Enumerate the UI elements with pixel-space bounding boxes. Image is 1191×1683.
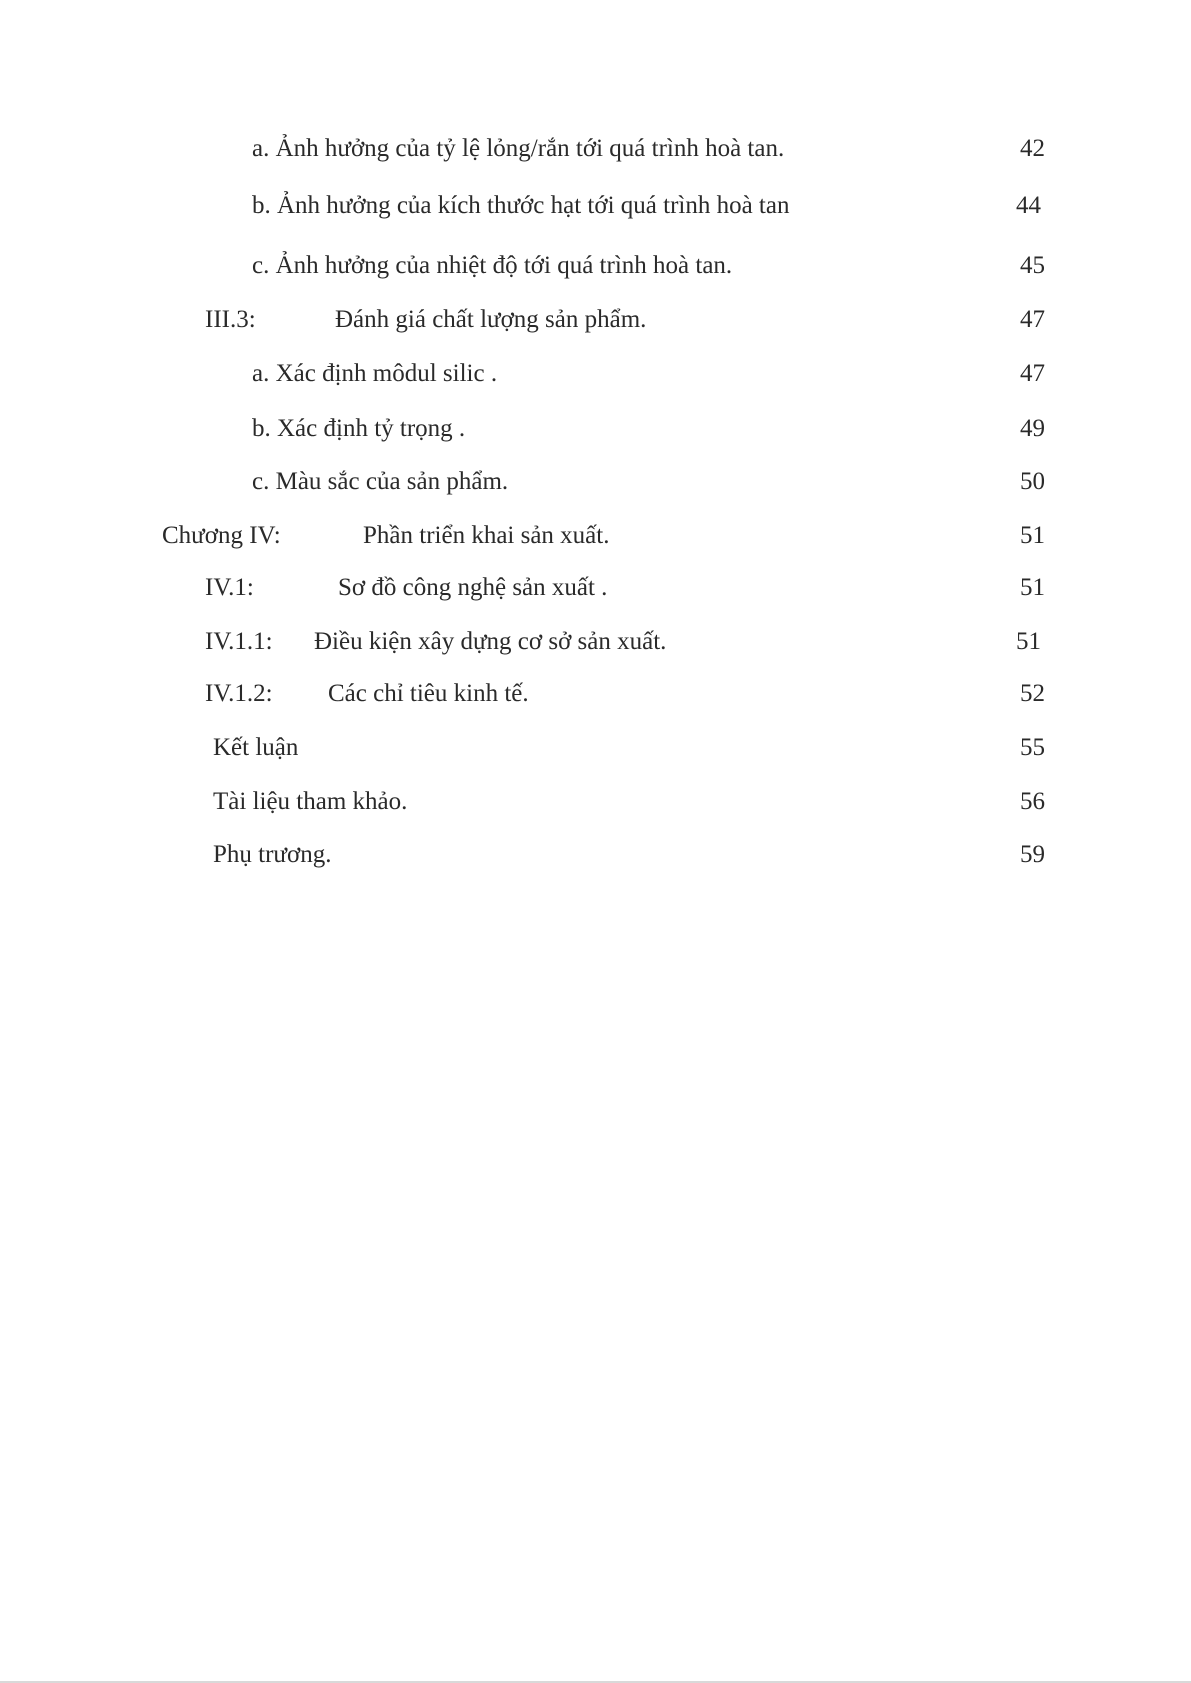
toc-entry-label: IV.1: (205, 574, 254, 601)
toc-entry-label: Phụ trương. (213, 841, 332, 868)
toc-entry-page-number: 51 (1020, 574, 1045, 601)
toc-entry-label: Tài liệu tham khảo. (213, 788, 408, 815)
toc-entry (0, 300, 1191, 340)
toc-entry (0, 728, 1191, 768)
toc-entry-page-number: 47 (1020, 360, 1045, 387)
toc-entry-label: IV.1.2: (205, 680, 273, 707)
toc-entry-title: Sơ đồ công nghệ sản xuất . (338, 574, 608, 601)
toc-entry (0, 246, 1191, 286)
toc-entry (0, 462, 1191, 502)
toc-entry-page-number: 50 (1020, 468, 1045, 495)
toc-entry (0, 674, 1191, 714)
toc-entry (0, 354, 1191, 394)
toc-entry-label: Kết luận (213, 734, 299, 761)
toc-entry-page-number: 44 (1016, 192, 1041, 219)
toc-entry-page-number: 52 (1020, 680, 1045, 707)
toc-entry-label: IV.1.1: (205, 628, 273, 655)
toc-entry-page-number: 51 (1016, 628, 1041, 655)
toc-entry (0, 409, 1191, 449)
toc-entry-page-number: 55 (1020, 734, 1045, 761)
toc-entry-title: Phần triển khai sản xuất. (363, 522, 610, 549)
toc-entry-label: c. Ảnh hưởng của nhiệt độ tới quá trình hoà tan. (252, 252, 733, 279)
toc-entry-page-number: 56 (1020, 788, 1045, 815)
toc-entry-label: b. Ảnh hưởng của kích thước hạt tới quá trình hoà tan (252, 192, 790, 219)
toc-entry-title: Điều kiện xây dựng cơ sở sản xuất. (314, 628, 667, 655)
toc-entry-title: Các chỉ tiêu kinh tế. (328, 680, 529, 707)
toc-entry (0, 516, 1191, 556)
toc-entry (0, 568, 1191, 608)
toc-entry-page-number: 47 (1020, 306, 1045, 333)
toc-entry-label: a. Xác định môdul silic . (252, 360, 498, 387)
toc-entry-label: b. Xác định tỷ trọng . (252, 415, 466, 442)
toc-entry (0, 622, 1191, 662)
toc-entry-label: III.3: (205, 306, 256, 333)
toc-entry-page-number: 42 (1020, 135, 1045, 162)
toc-entry-label: Chương IV: (162, 522, 281, 549)
toc-entry (0, 186, 1191, 226)
toc-entry-page-number: 49 (1020, 415, 1045, 442)
toc-entry-title: Đánh giá chất lượng sản phẩm. (335, 306, 647, 333)
toc-entry-page-number: 59 (1020, 841, 1045, 868)
toc-entry-page-number: 51 (1020, 522, 1045, 549)
toc-entry-label: a. Ảnh hưởng của tỷ lệ lỏng/rắn tới quá trình hoà tan. (252, 135, 785, 162)
toc-entry (0, 835, 1191, 875)
toc-entry (0, 782, 1191, 822)
toc-entry-label: c. Màu sắc của sản phẩm. (252, 468, 509, 495)
toc-entry (0, 129, 1191, 169)
toc-entry-page-number: 45 (1020, 252, 1045, 279)
